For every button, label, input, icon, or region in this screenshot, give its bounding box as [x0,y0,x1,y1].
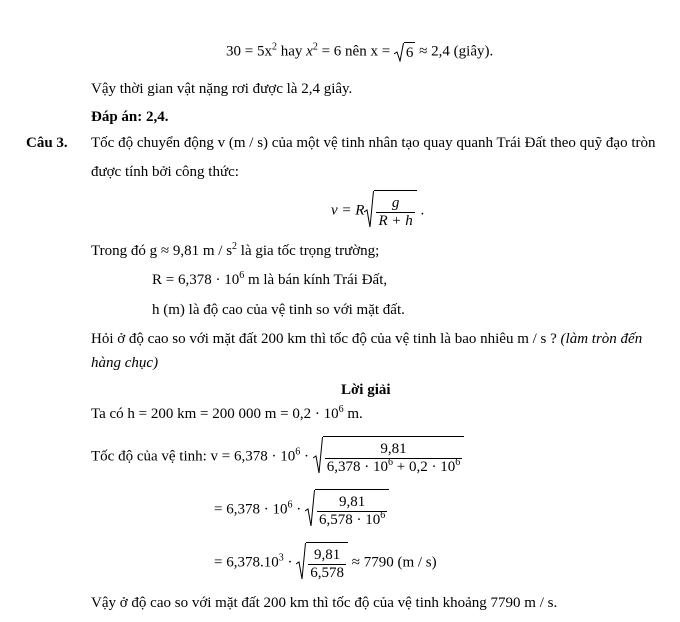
conclusion-q2: Vậy thời gian vật nặng rơi được là 2,4 giây. [91,81,353,97]
equation-line-1: $30 = 5x^2$ hay $x^2 = 6$ nên x = 6 ≈ 2,4 (giây). [226,41,494,61]
step4-sqrt: $\frac{9,81}{6,578}$ [296,542,348,584]
step2-sqrt: $\frac{9,81}{6,378 \cdot 10^6 + 0,2 \cdot 10^6}$ [313,436,464,478]
sqrt-six: 6 [394,42,416,62]
final-conclusion: Vậy ở độ cao so với mặt đất 200 km thì tốc độ của vệ tinh khoảng 7790 m / s. [91,595,558,611]
question-3-text: Tốc độ chuyển động v (m / s) của một vệ tinh nhân tạo quay quanh Trái Đất theo quỹ đạo tròn [91,135,656,151]
question-3-ask: Hỏi ở độ cao so với mặt đất 200 km thì tốc độ của vệ tinh là bao nhiêu m / s ? (làm tròn đến [91,331,643,347]
solution-step-2: Tốc độ của vệ tinh: $v = 6,378 \cdot 10^6$ · $\frac{9,81}{6,378 \cdot 10^6 + 0,2 \cdot 10^6}$ [91,436,464,478]
solution-title: Lời giải [341,382,391,398]
solution-step-1: Ta có h = 200 km = 200 000 $m = 0,2 \cdot 10^6$ m. [91,404,363,422]
definition-h: h (m) là độ cao của vệ tinh so với mặt đất. [152,302,405,318]
answer-q2: Đáp án: 2,4. [91,109,169,125]
solution-step-4: = $6,378.10^3$ · $\frac{9,81}{6,578}$ ≈ 7790 (m / s) [214,542,437,584]
question-3-text-cont: được tính bởi công thức: [91,164,239,180]
question-3-ask-cont: hàng chục) [91,355,159,371]
definition-g: Trong đó g ≈ 9,81 m / $s^2$ là gia tốc trọng trường; [91,241,380,259]
formula-sqrt: $\frac{g}{R + h}$ [364,190,416,232]
step3-sqrt: $\frac{9,81}{6,578 \cdot 10^6}$ [305,489,389,531]
solution-step-3: = $6,378 \cdot 10^6$ · $\frac{9,81}{6,578 \cdot 10^6}$ [214,489,389,531]
question-3-label: Câu 3. [26,135,68,151]
definition-R: $R = 6,378 \cdot 10^6$ m là bán kính Trái Đất, [152,270,388,288]
velocity-formula: v = R $\frac{g}{R + h}$ . [331,190,424,232]
